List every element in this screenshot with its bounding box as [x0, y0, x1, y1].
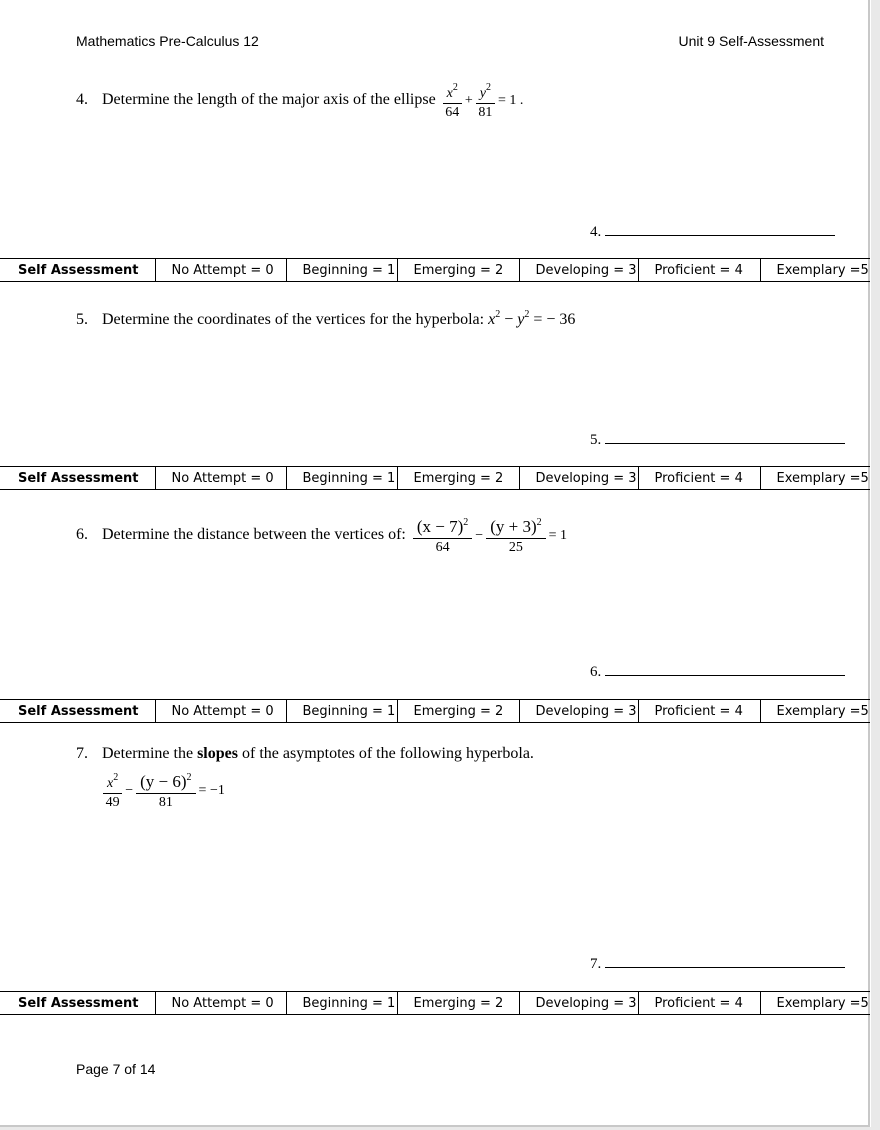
- option-developing[interactable]: Developing = 3: [519, 259, 638, 282]
- answer-blank-7[interactable]: [590, 956, 845, 973]
- answer-line[interactable]: [605, 442, 845, 444]
- option-exemplary[interactable]: Exemplary =5: [760, 467, 870, 490]
- fraction-y-minus-6-squared-over-81: $\frac{(y - 6)^2}{81}$: [136, 770, 195, 811]
- option-exemplary[interactable]: Exemplary =5: [760, 700, 870, 723]
- option-no-attempt[interactable]: No Attempt = 0: [155, 700, 286, 723]
- answer-label: 7.: [590, 956, 602, 972]
- self-assessment-row-6: [0, 699, 870, 723]
- option-no-attempt[interactable]: No Attempt = 0: [155, 992, 286, 1015]
- option-beginning[interactable]: Beginning = 1: [286, 992, 397, 1015]
- option-emerging[interactable]: Emerging = 2: [397, 467, 519, 490]
- self-assessment-row-5: [0, 466, 870, 490]
- fraction-y2-over-81: $\frac{y^2}{81}$: [476, 80, 495, 121]
- option-exemplary[interactable]: Exemplary =5: [760, 992, 870, 1015]
- fraction-y-plus-3-squared-over-25: $\frac{(y + 3)^2}{25}$: [486, 515, 545, 556]
- question-text-start: Determine the: [102, 745, 194, 762]
- fraction-x-minus-7-squared-over-64: $\frac{(x - 7)^2}{64}$: [413, 515, 472, 556]
- header-unit-title: Unit 9 Self-Assessment: [678, 33, 824, 49]
- option-proficient[interactable]: Proficient = 4: [638, 700, 760, 723]
- fraction-x2-over-49: $\frac{x^2}{49}$: [103, 770, 122, 811]
- option-no-attempt[interactable]: No Attempt = 0: [155, 467, 286, 490]
- option-developing[interactable]: Developing = 3: [519, 467, 638, 490]
- option-developing[interactable]: Developing = 3: [519, 700, 638, 723]
- header-course-title: Mathematics Pre-Calculus 12: [76, 33, 259, 49]
- option-no-attempt[interactable]: No Attempt = 0: [155, 259, 286, 282]
- question-7: [76, 745, 534, 763]
- question-text-end: of the asymptotes of the following hyperbola.: [241, 745, 534, 762]
- question-4: [76, 80, 523, 121]
- hyperbola-equation: $x^2 - y^2$ = − 36: [488, 309, 576, 328]
- question-6: [76, 515, 567, 556]
- answer-blank-6[interactable]: [590, 664, 845, 681]
- question-text: Determine the coordinates of the vertices for the hyperbola:: [102, 311, 485, 328]
- question-number: 7.: [76, 745, 88, 762]
- question-text-bold: slopes: [197, 745, 238, 762]
- question-number: 4.: [76, 91, 88, 109]
- plus-sign: +: [464, 93, 473, 109]
- option-beginning[interactable]: Beginning = 1: [286, 467, 397, 490]
- question-text: Determine the length of the major axis of the ellipse: [102, 91, 436, 109]
- self-assessment-row-4: [0, 258, 870, 282]
- option-exemplary[interactable]: Exemplary =5: [760, 259, 870, 282]
- minus-sign: −: [125, 783, 134, 799]
- minus-sign: −: [475, 528, 484, 544]
- equation-rhs: = 1: [548, 528, 568, 544]
- option-emerging[interactable]: Emerging = 2: [397, 700, 519, 723]
- question-number: 6.: [76, 526, 88, 544]
- self-assessment-row-7: [0, 991, 870, 1015]
- answer-blank-4[interactable]: [590, 224, 835, 241]
- question-7-equation: [100, 770, 225, 811]
- question-text: Determine the distance between the vertices of:: [102, 526, 406, 544]
- option-beginning[interactable]: Beginning = 1: [286, 700, 397, 723]
- answer-label: 5.: [590, 432, 602, 448]
- answer-line[interactable]: [605, 966, 845, 968]
- option-emerging[interactable]: Emerging = 2: [397, 259, 519, 282]
- self-assessment-label: Self Assessment: [0, 259, 155, 282]
- viewer-edge-right: [871, 0, 880, 1130]
- question-5: [76, 309, 575, 329]
- answer-line[interactable]: [605, 234, 835, 236]
- self-assessment-label: Self Assessment: [0, 992, 155, 1015]
- option-developing[interactable]: Developing = 3: [519, 992, 638, 1015]
- answer-label: 6.: [590, 664, 602, 680]
- option-proficient[interactable]: Proficient = 4: [638, 467, 760, 490]
- answer-blank-5[interactable]: [590, 432, 845, 449]
- fraction-x2-over-64: $\frac{x^2}{64}$: [443, 80, 462, 121]
- self-assessment-label: Self Assessment: [0, 700, 155, 723]
- question-number: 5.: [76, 311, 88, 328]
- option-emerging[interactable]: Emerging = 2: [397, 992, 519, 1015]
- page-number: Page 7 of 14: [76, 1061, 156, 1077]
- equation-rhs: = −1: [198, 783, 225, 799]
- option-proficient[interactable]: Proficient = 4: [638, 992, 760, 1015]
- answer-label: 4.: [590, 224, 602, 240]
- equation-rhs: = 1 .: [498, 93, 524, 109]
- option-proficient[interactable]: Proficient = 4: [638, 259, 760, 282]
- self-assessment-label: Self Assessment: [0, 467, 155, 490]
- option-beginning[interactable]: Beginning = 1: [286, 259, 397, 282]
- answer-line[interactable]: [605, 674, 845, 676]
